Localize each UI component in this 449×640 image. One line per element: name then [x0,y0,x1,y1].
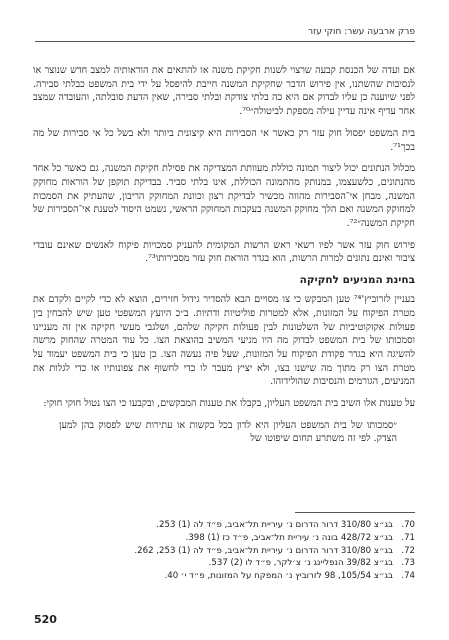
footnote-number: 73. [401,558,415,569]
running-header: פרק ארבעה עשר: חוקי עזר [35,27,415,42]
block-quote: ״סמכותו של בית המשפט העליון היא לדון בכל בקשות או עתירות שיש לפסוק בהן למען הצדק. לפי זה משתרע תחום שיפוטו של [59,419,397,445]
footnotes [33,512,415,583]
paragraph: על טענות אלו השיב בית המשפט העליון, בקבלו את טענות המבקשים, ובקבעו כי הצו נטול חוקי חוקי: [43,398,415,410]
paragraph: בית המשפט יפסול חוק עזר רק כאשר אי הסבירות היא קיצונית ביותר ולא בשל כל אי סבירות של מה בכך⁷¹. [33,127,415,153]
footnote-number: 72. [401,545,415,556]
body-text [33,64,415,454]
page-number: 520 [34,613,57,626]
footnote-text: בג״צ 39/82 הנפליינג נ׳ צ׳לקר, פ״ד לו (2) 537. [208,558,393,569]
paragraph: פירוש חוק עזר אשר לפיו רשאי ראש הרשות המקומית להעניק סמכויות פיקוח לאנשים שאינם עובדי ציבור ואינם נתונים למרות הרשות, הוא בגדר הוראת חוק עזר מסבירותו⁷³. [33,239,415,265]
footnote-number: 70. [401,520,415,530]
footnote-text: בג״צ 310/80 דרור הדרום נ׳ עיריית תל־אביב, פ״ד לה (1) 253, 262. [134,545,393,556]
paragraph: מכלול הנתונים יכול ליצור תמונה כוללת מעוותת המצדיקה את פסילת חקיקת המשנה, גם כאשר כל אחד מהנתונים, כלשעצמו, במנותק מהתמונה הכוללת, אינו בלתי סביר. בבדיקת תוקפן של הוראות מחוקק המשנה, מבחן אי־הסבירות מהווה מכשיר לבדיקת רצון וכוונת המחוקק הריבון, שהעתיק את הסמכות למחוקק המשנה ואם הלך מחוקק המשנה בעקבות המחוקק הראשי, נשמט היסוד לטענת אי־הסבירות של חקיקת המשנה״⁷². [33,163,415,230]
footnote-number: 74. [401,571,415,582]
footnote [33,519,415,532]
footnote-text: בג״צ 428/72 בונה נ׳ עיריית תל־אביב, פ״ד כז (1) 398. [185,532,393,543]
footnote-divider [295,512,415,513]
section-title: בחינת המניעים לחקיקה [299,274,415,287]
footnote [33,557,415,570]
footnote-number: 71. [401,532,415,543]
footnote [33,532,415,545]
footnote-text: בג״צ 105/54, 98 לזרוביץ נ׳ המפקח על המזונות, פ״ד י׳ 40. [164,571,393,582]
paragraph: בעניין לזרוביץ'⁷⁴ טען המבקש כי צו מסויים הבא להסדיר גידול חזירים, הוצא לא כדי לקיים ולקדם את מטרת הפיקוח על המזונות, אלא למטרות פוליטיות ודתיות. ב״כ היועץ המשפטי טען שיש להבחין בין פעולות אקזקוטיביות של השלטונות לבין פעולות חקיקה שלהם, ושלגבי מעשי חקיקה אין זה מעניינו וסמכותו של בית המשפט לבדוק מה היו מניעי המשיב בהוצאת הצו. כל עוד המטרה שהחוק מרשה להשיגה היא בגדר פקודת הפיקוח על המזונות, שעל פיה נעשה הצו. כן טען כי בית המשפט יעמוד על מטרת הצו רק מתוך מה שישנו בצו, ולא יציץ מעבר לו כדי לחשוף את צפונותיו או כדי לגלות את המניעים, הגורמים והנסיבות שהולידוהו. [33,294,415,388]
paragraph: אם ועדה של הכנסת קבעה שרצוי לשנות חקיקת משנה או להתאים את הוראותיה למצב חדש שנוצר או לנסיבות שהשתנו, אין פירוש הדבר שחקיקת המשנה חייבת להיפסל על ידי בית המשפט כבלתי סבירה. לפני שיוענה כן עליו לבדוק אם היא כה בלתי צודקת ובלתי סבירה, שאין הדעת סובלתה, והעובדה שמצב אחר עדיף אינה עדיין עילה מספקת לביטולה״⁷⁰. [33,65,415,118]
footnote [33,545,415,558]
footnote-text: בג״צ 310/80 דרור הדרום נ׳ עיריית תל־אביב, פ״ד לה (1) 253. [156,520,393,530]
footnote [33,570,415,583]
